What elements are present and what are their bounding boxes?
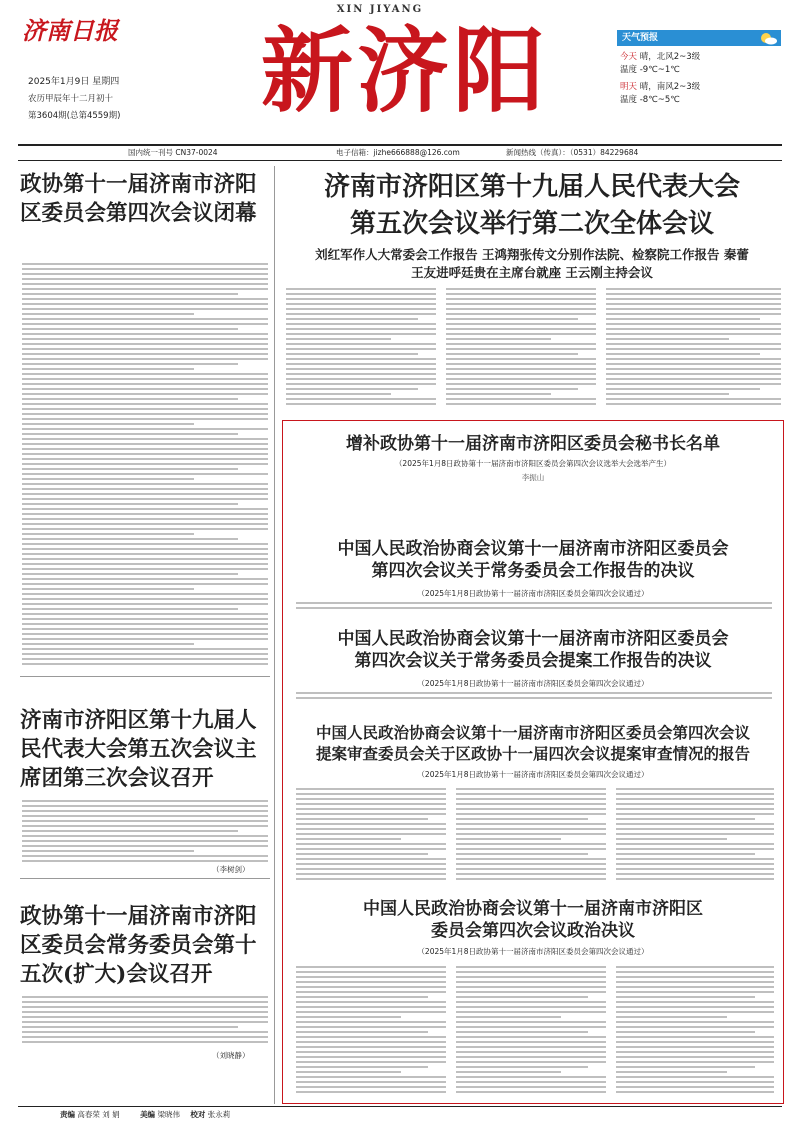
weather-tomorrow-desc: 晴，南风2~3级	[639, 82, 701, 92]
issue-number: 第3604期(总第4559期)	[28, 111, 121, 121]
left-story2-body	[22, 800, 268, 868]
left-story1-title: 政协第十一届济南市济阳区委员会第四次会议闭幕	[20, 172, 257, 226]
weather-today-temp-label: 温度	[620, 65, 638, 75]
brand-logo	[22, 14, 132, 46]
footer-proof: 张永莉	[207, 1110, 231, 1119]
masthead-rule-top	[18, 144, 782, 146]
weather-panel	[617, 30, 781, 126]
left-story3-byline: （刘晓静）	[212, 1051, 250, 1060]
resolution1-body	[296, 602, 772, 612]
cn-number: 国内统一刊号 CN37-0024	[128, 148, 218, 157]
footer-credits	[60, 1109, 230, 1120]
resolution4-subtitle: （2025年1月8日政协第十一届济南市济阳区委员会第四次会议通过）	[417, 947, 649, 956]
weather-header-label: 天气预报	[622, 33, 659, 43]
resolution2-title-line1: 中国人民政治协商会议第十一届济南市济阳区委员会	[337, 629, 729, 649]
lunar-date: 农历甲辰年十二月初十	[28, 94, 114, 104]
brand-logo-text: 济南日报	[22, 16, 118, 45]
left-story2-byline: （李树剑）	[212, 865, 250, 874]
left-story3-title: 政协第十一届济南市济阳区委员会常务委员会第十五次(扩大)会议召开	[20, 904, 257, 987]
resolution3-body-col2	[456, 788, 606, 886]
footer-rule	[18, 1106, 782, 1107]
main-subheadline-line1: 刘红军作人大常委会工作报告 王鸿翔张传文分别作法院、检察院工作报告 秦蕾	[315, 247, 749, 262]
left-story3-body	[22, 996, 268, 1046]
footer-editor: 高春荣 刘 娟	[77, 1110, 120, 1119]
resolution3-title-line2: 提案审查委员会关于区政协十一届四次会议提案审查情况的报告	[315, 744, 750, 763]
masthead-title: 新济阳	[260, 17, 549, 125]
issue-date: 2025年1月9日 星期四	[28, 77, 120, 87]
main-subheadline-line2: 王友进呼廷贵在主席台就座 王云刚主持会议	[411, 265, 653, 280]
weather-today-temp: -9℃~1℃	[639, 65, 680, 75]
left-story-divider1	[20, 676, 270, 677]
weather-tomorrow-temp-label: 温度	[620, 95, 638, 105]
main-body-col2	[446, 288, 596, 412]
resolution2-body	[296, 692, 772, 702]
main-headline-line2: 第五次会议举行第二次全体会议	[349, 209, 714, 239]
resolution3-body-col1	[296, 788, 446, 886]
main-body-col3	[606, 288, 781, 412]
footer-editor-label: 责编	[60, 1110, 75, 1119]
resolution1-title-line1: 中国人民政治协商会议第十一届济南市济阳区委员会	[337, 539, 729, 559]
resolution1-title-line2: 第四次会议关于常务委员会工作报告的决议	[371, 561, 695, 581]
resolution2-subtitle: （2025年1月8日政协第十一届济南市济阳区委员会第四次会议通过）	[417, 679, 649, 688]
list-title: 增补政协第十一届济南市济阳区委员会秘书长名单	[346, 434, 720, 454]
footer-proof-label: 校对	[190, 1110, 206, 1119]
resolution4-title-line2: 委员会第四次会议政治决议	[431, 921, 635, 941]
resolution4-title-line1: 中国人民政治协商会议第十一届济南市济阳区	[363, 899, 703, 919]
weather-today-label: 今天	[620, 52, 638, 62]
resolution4-body-col2	[456, 966, 606, 1096]
footer-design: 梁晓伟	[157, 1110, 180, 1119]
left-story-divider2	[20, 878, 270, 879]
masthead-pinyin: XIN JIYANG	[336, 4, 424, 15]
main-headline-line1: 济南市济阳区第十九届人民代表大会	[323, 172, 740, 202]
resolution3-title-line1: 中国人民政治协商会议第十一届济南市济阳区委员会第四次会议	[315, 723, 750, 742]
weather-header	[617, 30, 781, 46]
sun-cloud-icon	[759, 31, 777, 45]
resolution3-subtitle: （2025年1月8日政协第十一届济南市济阳区委员会第四次会议通过）	[417, 770, 649, 779]
left-story2-title: 济南市济阳区第十九届人民代表大会第五次会议主席团第三次会议召开	[20, 708, 257, 791]
main-body-col1	[286, 288, 436, 412]
resolution4-body-col1	[296, 966, 446, 1096]
weather-tomorrow-temp: -8℃~5℃	[639, 95, 680, 105]
hotline-info: 新闻热线（传真）：（0531）84229684	[506, 148, 639, 157]
masthead-rule-bottom	[18, 160, 782, 161]
weather-tomorrow-label: 明天	[620, 82, 638, 92]
brand-logo-mark	[22, 14, 132, 46]
footer-design-label: 美编	[140, 1110, 156, 1119]
column-divider	[274, 166, 275, 1104]
resolution4-body-col3	[616, 966, 774, 1096]
weather-today-desc: 晴，北风2~3级	[639, 52, 701, 62]
left-story1-body	[22, 263, 268, 668]
resolution2-title-line2: 第四次会议关于常务委员会提案工作报告的决议	[354, 651, 712, 671]
resolution1-subtitle: （2025年1月8日政协第十一届济南市济阳区委员会第四次会议通过）	[417, 589, 649, 598]
email-info: 电子信箱：jizhe666888@126.com	[336, 148, 460, 157]
list-subtitle: （2025年1月8日政协第十一届济南市济阳区委员会第四次会议选举大会选举产生）	[394, 459, 672, 468]
list-name: 李振山	[521, 473, 545, 482]
resolution3-body-col3	[616, 788, 774, 886]
